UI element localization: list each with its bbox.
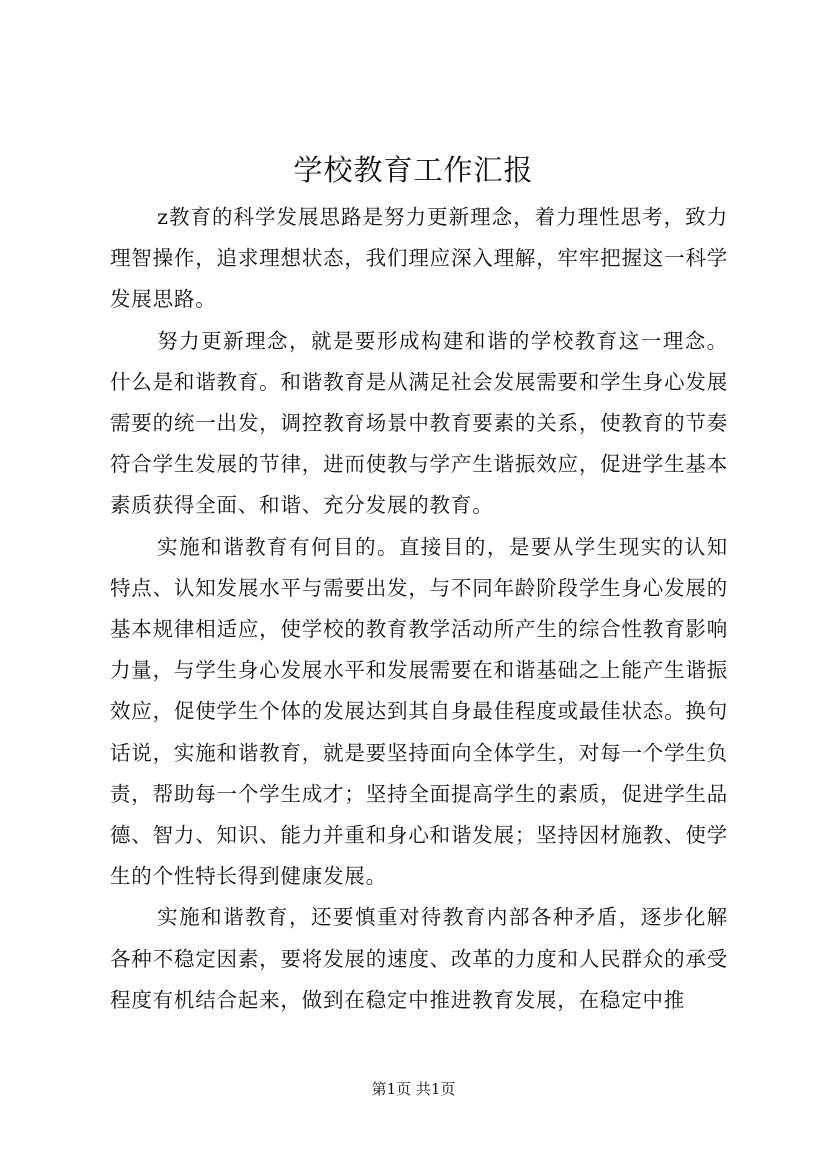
- paragraph-1: z教育的科学发展思路是努力更新理念，着力理性思考，致力理智操作，追求理想状态，我们理应深入理解，牢牢把握这一科学发展思路。: [110, 205, 728, 312]
- paragraph-2: 努力更新理念，就是要形成构建和谐的学校教育这一理念。什么是和谐教育。和谐教育是从满足社会发展需要和学生身心发展需要的统一出发，调控教育场景中教育要素的关系，使教育的节奏符合学生发展的节律，进而使教与学产生谐振效应，促进学生基本素质获得全面、和谐、充分发展的教育。: [110, 328, 728, 518]
- paragraph-4: 实施和谐教育，还要慎重对待教育内部各种矛盾，逐步化解各种不稳定因素，要将发展的速度、改革的力度和人民群众的承受程度有机结合起来，做到在稳定中推进教育发展，在稳定中推: [110, 905, 728, 1012]
- paragraph-3: 实施和谐教育有何目的。直接目的，是要从学生现实的认知特点、认知发展水平与需要出发，与不同年龄阶段学生身心发展的基本规律相适应，使学校的教育教学活动所产生的综合性教育影响力量，与学生身心发展水平和发展需要在和谐基础之上能产生谐振效应，促使学生个体的发展达到其自身最佳程度或最佳状态。换句话说，实施和谐教育，就是要坚持面向全体学生，对每一个学生负责，帮助每一个学生成才；坚持全面提高学生的素质，促进学生品德、智力、知识、能力并重和身心和谐发展；坚持因材施教、使学生的个性特长得到健康发展。: [110, 534, 728, 889]
- document-body: [110, 197, 728, 1021]
- document-title: 学校教育工作汇报: [293, 153, 534, 187]
- page-footer: 第1页 共1页: [371, 1080, 456, 1098]
